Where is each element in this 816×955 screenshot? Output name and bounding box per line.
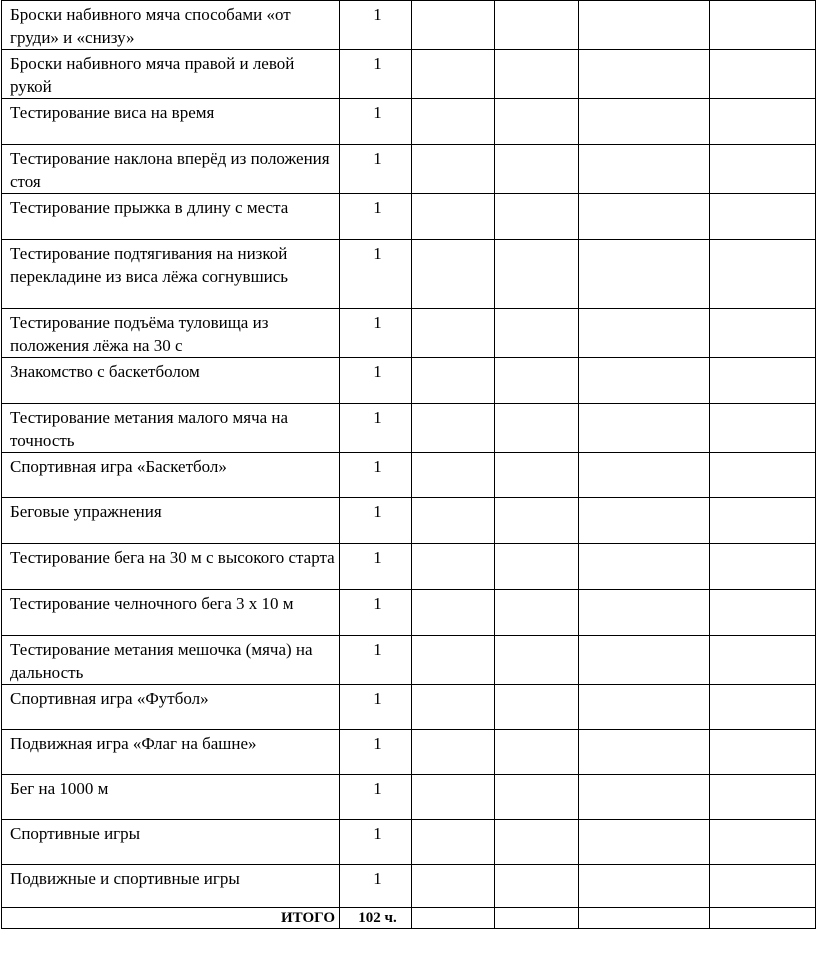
hours-cell: 1 — [340, 309, 412, 358]
empty-cell — [710, 145, 816, 194]
topic-cell: Броски набивного мяча правой и левой рукой — [2, 50, 340, 99]
hours-cell: 1 — [340, 145, 412, 194]
table-row — [2, 50, 816, 99]
empty-cell — [495, 865, 579, 908]
empty-cell — [412, 358, 495, 404]
topic-cell: Тестирование метания мешочка (мяча) на дальность — [2, 636, 340, 685]
empty-cell — [412, 820, 495, 865]
empty-cell — [710, 50, 816, 99]
empty-cell — [495, 636, 579, 685]
topic-cell: Тестирование бега на 30 м с высокого старта — [2, 544, 340, 590]
empty-cell — [579, 590, 710, 636]
empty-cell — [579, 309, 710, 358]
empty-cell — [710, 404, 816, 453]
empty-cell — [579, 404, 710, 453]
empty-cell — [412, 194, 495, 240]
empty-cell — [412, 145, 495, 194]
empty-cell — [579, 498, 710, 544]
hours-cell: 1 — [340, 498, 412, 544]
table-row — [2, 685, 816, 730]
hours-cell: 1 — [340, 404, 412, 453]
table-row — [2, 544, 816, 590]
empty-cell — [710, 908, 816, 929]
empty-cell — [412, 544, 495, 590]
table-row — [2, 240, 816, 309]
empty-cell — [710, 685, 816, 730]
empty-cell — [579, 453, 710, 498]
topic-cell: Броски набивного мяча способами «от груди» и «снизу» — [2, 1, 340, 50]
topic-cell: Беговые упражнения — [2, 498, 340, 544]
empty-cell — [579, 99, 710, 145]
table-row — [2, 358, 816, 404]
hours-cell: 1 — [340, 50, 412, 99]
empty-cell — [412, 453, 495, 498]
empty-cell — [710, 309, 816, 358]
hours-cell: 1 — [340, 865, 412, 908]
total-row — [2, 908, 816, 929]
topic-cell: Спортивные игры — [2, 820, 340, 865]
table-row — [2, 636, 816, 685]
hours-cell: 1 — [340, 636, 412, 685]
hours-cell: 1 — [340, 820, 412, 865]
hours-cell: 1 — [340, 544, 412, 590]
empty-cell — [579, 358, 710, 404]
empty-cell — [710, 590, 816, 636]
empty-cell — [495, 453, 579, 498]
empty-cell — [412, 730, 495, 775]
topic-cell: Знакомство с баскетболом — [2, 358, 340, 404]
empty-cell — [710, 636, 816, 685]
empty-cell — [710, 194, 816, 240]
empty-cell — [495, 730, 579, 775]
empty-cell — [710, 99, 816, 145]
empty-cell — [710, 358, 816, 404]
empty-cell — [495, 685, 579, 730]
table-row — [2, 820, 816, 865]
empty-cell — [495, 309, 579, 358]
table-row — [2, 590, 816, 636]
empty-cell — [412, 498, 495, 544]
hours-cell: 1 — [340, 775, 412, 820]
empty-cell — [495, 358, 579, 404]
table-row — [2, 309, 816, 358]
topic-cell: Тестирование наклона вперёд из положения стоя — [2, 145, 340, 194]
empty-cell — [710, 240, 816, 309]
topic-cell: Тестирование метания малого мяча на точность — [2, 404, 340, 453]
empty-cell — [710, 730, 816, 775]
empty-cell — [495, 498, 579, 544]
empty-cell — [579, 775, 710, 820]
empty-cell — [412, 240, 495, 309]
empty-cell — [495, 99, 579, 145]
empty-cell — [495, 404, 579, 453]
empty-cell — [579, 685, 710, 730]
table-row — [2, 730, 816, 775]
table-row — [2, 145, 816, 194]
hours-cell: 1 — [340, 194, 412, 240]
total-label: ИТОГО — [2, 908, 340, 929]
hours-cell: 1 — [340, 1, 412, 50]
hours-cell: 1 — [340, 590, 412, 636]
hours-cell: 1 — [340, 358, 412, 404]
empty-cell — [412, 685, 495, 730]
topic-cell: Тестирование челночного бега 3 х 10 м — [2, 590, 340, 636]
empty-cell — [412, 404, 495, 453]
table-row — [2, 99, 816, 145]
topic-cell: Тестирование подъёма туловища из положения лёжа на 30 с — [2, 309, 340, 358]
empty-cell — [495, 1, 579, 50]
empty-cell — [710, 1, 816, 50]
hours-cell: 1 — [340, 453, 412, 498]
empty-cell — [579, 730, 710, 775]
topic-cell: Спортивная игра «Баскетбол» — [2, 453, 340, 498]
empty-cell — [710, 775, 816, 820]
table-row — [2, 775, 816, 820]
empty-cell — [579, 1, 710, 50]
table-row — [2, 1, 816, 50]
table-row — [2, 865, 816, 908]
empty-cell — [495, 50, 579, 99]
hours-cell: 1 — [340, 685, 412, 730]
topic-cell: Тестирование виса на время — [2, 99, 340, 145]
empty-cell — [495, 908, 579, 929]
empty-cell — [412, 590, 495, 636]
empty-cell — [412, 775, 495, 820]
empty-cell — [710, 544, 816, 590]
topic-cell: Спортивная игра «Футбол» — [2, 685, 340, 730]
empty-cell — [412, 636, 495, 685]
table-body — [2, 1, 816, 929]
table-row — [2, 498, 816, 544]
empty-cell — [495, 194, 579, 240]
empty-cell — [495, 145, 579, 194]
empty-cell — [495, 590, 579, 636]
empty-cell — [579, 865, 710, 908]
total-value: 102 ч. — [340, 908, 412, 929]
empty-cell — [412, 309, 495, 358]
empty-cell — [579, 50, 710, 99]
topic-cell: Подвижная игра «Флаг на башне» — [2, 730, 340, 775]
empty-cell — [412, 99, 495, 145]
hours-cell: 1 — [340, 240, 412, 309]
topic-cell: Подвижные и спортивные игры — [2, 865, 340, 908]
empty-cell — [710, 820, 816, 865]
table-row — [2, 453, 816, 498]
empty-cell — [412, 865, 495, 908]
empty-cell — [710, 453, 816, 498]
empty-cell — [579, 636, 710, 685]
empty-cell — [495, 240, 579, 309]
empty-cell — [495, 775, 579, 820]
lesson-plan-table — [1, 0, 816, 929]
empty-cell — [412, 50, 495, 99]
hours-cell: 1 — [340, 730, 412, 775]
table-row — [2, 404, 816, 453]
hours-cell: 1 — [340, 99, 412, 145]
empty-cell — [710, 865, 816, 908]
empty-cell — [579, 194, 710, 240]
empty-cell — [579, 544, 710, 590]
empty-cell — [710, 498, 816, 544]
empty-cell — [579, 145, 710, 194]
topic-cell: Тестирование прыжка в длину с места — [2, 194, 340, 240]
empty-cell — [495, 820, 579, 865]
empty-cell — [412, 1, 495, 50]
topic-cell: Тестирование подтягивания на низкой перекладине из виса лёжа согнувшись — [2, 240, 340, 309]
empty-cell — [579, 820, 710, 865]
table-row — [2, 194, 816, 240]
empty-cell — [495, 544, 579, 590]
topic-cell: Бег на 1000 м — [2, 775, 340, 820]
empty-cell — [412, 908, 495, 929]
empty-cell — [579, 908, 710, 929]
empty-cell — [579, 240, 710, 309]
